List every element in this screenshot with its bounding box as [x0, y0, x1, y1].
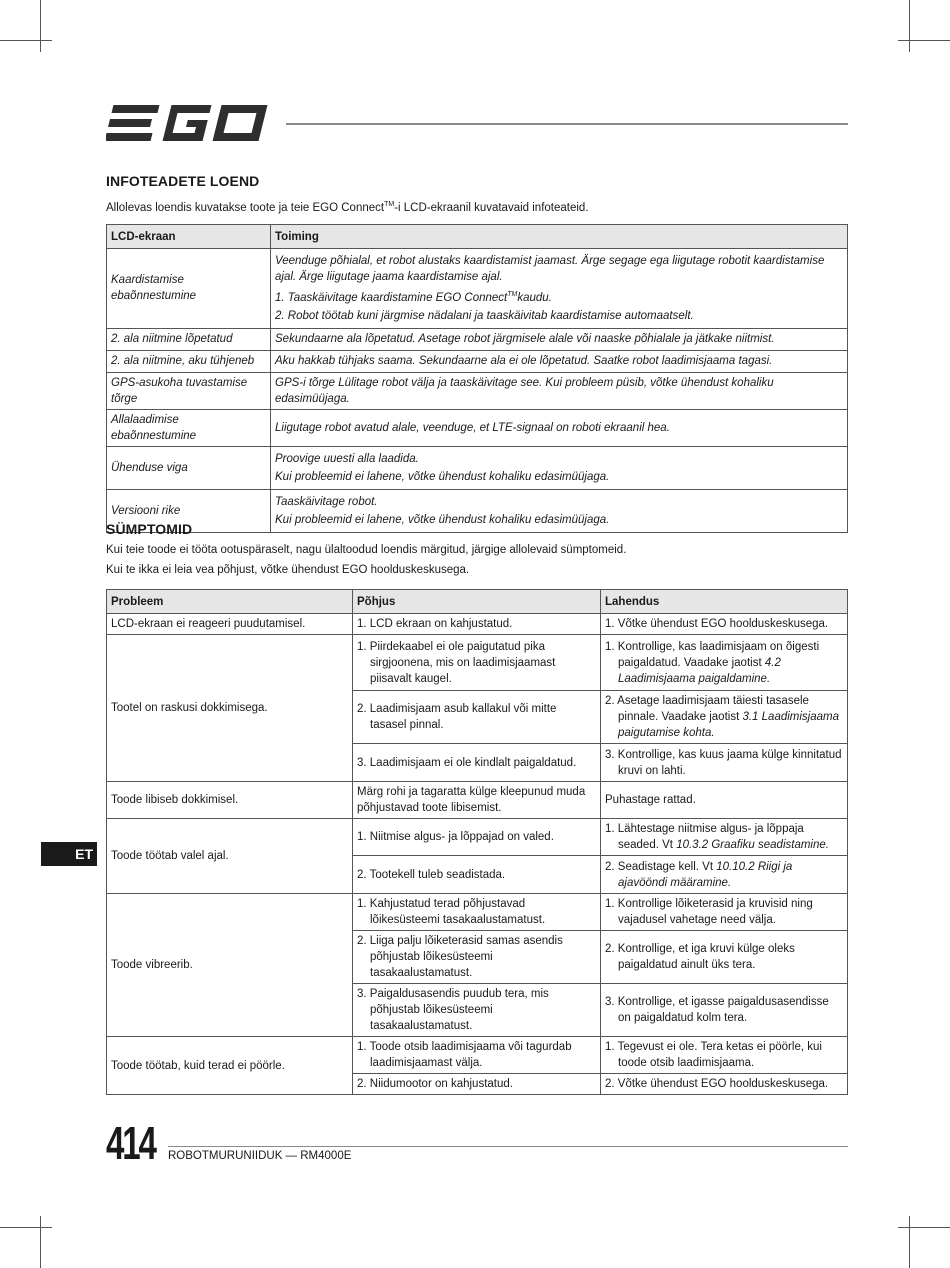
table-row [107, 489, 848, 532]
solution-text [605, 639, 843, 687]
cause-text: 1. Kahjustatud terad põhjustavad lõikesüsteemi tasakaalustamatust. [357, 898, 546, 926]
symptoms-table [106, 589, 848, 1095]
solution-text [605, 821, 843, 853]
crop-mark [898, 1227, 950, 1228]
table-row [107, 446, 848, 489]
solution-cell [601, 894, 848, 931]
section-reference: 10.10.2 Riigi ja ajavööndi määramine. [618, 860, 793, 889]
table-row [107, 372, 848, 409]
table-row [107, 1037, 848, 1074]
solution-text: 2. Võtke ühendust EGO hoolduskeskusega. [605, 1078, 829, 1090]
trademark: TM [507, 291, 518, 298]
action-text: 1. Taaskäivitage kaardistamine EGO Connect [275, 291, 508, 304]
header-rule [286, 123, 848, 125]
cause-text: 2. Tootekell tuleb seadistada. [357, 868, 506, 881]
solution-text-part: 1. Kontrollige, kas laadimisjaam on õigesti paigaldatud. Vaadake jaotist [605, 640, 820, 669]
table-header-row [107, 225, 848, 249]
action-cell [271, 489, 848, 532]
section-heading-symptoms: SÜMPTOMID [106, 521, 193, 537]
crop-mark [40, 1216, 41, 1268]
crop-mark [909, 0, 910, 52]
solution-text-part: 1. Lähtestage niitmise algus- ja lõppaja seaded. Vt [605, 823, 804, 851]
solution-cell [601, 984, 848, 1037]
cause-text: 2. Laadimisjaam asub kallakul või mitte tasasel pinnal. [357, 703, 557, 731]
lcd-message: GPS-asukoha tuvastamise tõrge [107, 372, 271, 409]
crop-mark [40, 0, 41, 52]
language-tab: ET [41, 842, 97, 866]
page-number: 414 [106, 1117, 155, 1169]
solution-text: 1. Kontrollige lõiketerasid ja kruvisid ning vajadusel vahetage need välja. [605, 898, 813, 926]
cause-text: 3. Paigaldusasendis puudub tera, mis põhjustab lõikesüsteemi tasakaalustamatust. [357, 988, 549, 1032]
lcd-message: Versiooni rike [107, 489, 271, 532]
column-header: Põhjus [353, 590, 601, 614]
table-row [107, 350, 848, 372]
lcd-message: Ühenduse viga [107, 446, 271, 489]
solution-cell [601, 614, 848, 635]
lcd-message: 2. ala niitmine, aku tühjeneb [107, 350, 271, 372]
lcd-message: 2. ala niitmine lõpetatud [107, 328, 271, 350]
crop-mark [898, 40, 950, 41]
cause-cell [353, 1074, 601, 1095]
solution-text-part: 2. Asetage laadimisjaam täiesti tasasele pinnale. Vaadake jaotist [605, 695, 809, 723]
column-header: Lahendus [601, 590, 848, 614]
problem-cell: Tootel on raskusi dokkimisega. [107, 635, 353, 782]
footer-rule [168, 1146, 848, 1147]
table-row [107, 328, 848, 350]
lcd-message: Kaardistamise ebaõnnestumine [107, 249, 271, 329]
solution-cell [601, 744, 848, 782]
solution-cell [601, 856, 848, 894]
action-cell: Aku hakkab tühjaks saama. Sekundaarne ala ei ole lõpetatud. Saatke robot laadimisjaama tagasi. [271, 350, 848, 372]
action-cell: GPS-i tõrge Lülitage robot välja ja taaskäivitage see. Kui probleem püsib, võtke ühendust kohaliku edasimüüjaga. [271, 372, 848, 409]
table-row [107, 249, 848, 329]
symptoms-intro-2: Kui te ikka ei leia vea põhjust, võtke ühendust EGO hoolduskeskusega. [106, 564, 470, 576]
cause-cell [353, 984, 601, 1037]
cause-text: 2. Niidumootor on kahjustatud. [357, 1078, 513, 1090]
solution-text [605, 693, 843, 741]
crop-mark [909, 1216, 910, 1268]
problem-cell: LCD-ekraan ei reageeri puudutamisel. [107, 614, 353, 635]
table-row [107, 409, 848, 446]
cause-cell [353, 1037, 601, 1074]
cause-cell: Märg rohi ja tagaratta külge kleepunud muda põhjustavad toote libisemist. [353, 782, 601, 819]
action-cell [271, 249, 848, 329]
solution-cell [601, 635, 848, 691]
problem-cell: Toode vibreerib. [107, 894, 353, 1037]
problem-cell: Toode libiseb dokkimisel. [107, 782, 353, 819]
column-header: Toiming [271, 225, 848, 249]
cause-text: 3. Laadimisjaam ei ole kindlalt paigaldatud. [357, 756, 577, 769]
action-cell: Liigutage robot avatud alale, veenduge, et LTE-signaal on roboti ekraanil hea. [271, 409, 848, 446]
cause-cell [353, 931, 601, 984]
cause-text: 1. Toode otsib laadimisjaama või tagurdab laadimisjaamast välja. [357, 1041, 572, 1069]
cause-text: 1. LCD ekraan on kahjustatud. [357, 618, 513, 630]
table-row [107, 614, 848, 635]
solution-cell: Puhastage rattad. [601, 782, 848, 819]
section-reference: 10.3.2 Graafiku seadistamine. [676, 839, 829, 851]
solution-text: 3. Kontrollige, kas kuus jaama külge kinnitatud kruvi on lahti. [605, 748, 842, 777]
table-row [107, 819, 848, 856]
solution-cell [601, 1074, 848, 1095]
action-line: Kui probleemid ei lahene, võtke ühendust kohaliku edasimüüjaga. [275, 470, 610, 483]
action-cell [271, 446, 848, 489]
action-cell: Sekundaarne ala lõpetatud. Asetage robot järgmisele alale või naaske põhialale ja jätkake niitmist. [271, 328, 848, 350]
crop-mark [0, 40, 52, 41]
intro-text: Allolevas loendis kuvatakse toote ja teie EGO Connect [106, 201, 385, 214]
lcd-message: Allalaadimise ebaõnnestumine [107, 409, 271, 446]
cause-cell [353, 819, 601, 856]
solution-text-part: 2. Seadistage kell. Vt [605, 860, 714, 873]
cause-cell [353, 614, 601, 635]
cause-cell [353, 856, 601, 894]
solution-text: 2. Kontrollige, et iga kruvi külge oleks paigaldatud ainult üks tera. [605, 943, 795, 971]
action-text: kaudu. [517, 291, 552, 304]
ego-logo [106, 103, 276, 143]
action-line: 2. Robot töötab kuni järgmise nädalani ja taaskäivitab kaardistamise automaatselt. [275, 309, 694, 322]
table-header-row [107, 590, 848, 614]
table-row [107, 894, 848, 931]
problem-cell: Toode töötab, kuid terad ei pöörle. [107, 1037, 353, 1095]
cause-text: 1. Piirdekaabel ei ole paigutatud pika sirgjoonena, mis on laadimisjaamast piisavalt kaugel. [357, 640, 556, 685]
info-intro [106, 195, 589, 218]
footer-doc-title: ROBOTMURUNIIDUK — RM4000E [168, 1150, 352, 1162]
action-line: Taaskäivitage robot. [275, 495, 378, 508]
symptoms-intro-1: Kui teie toode ei tööta ootuspäraselt, nagu ülaltoodud loendis märgitud, järgige allolevaid sümptomeid. [106, 544, 627, 556]
action-line [275, 287, 843, 306]
solution-cell [601, 691, 848, 744]
section-heading-info: INFOTEADETE LOEND [106, 173, 260, 189]
solution-cell [601, 931, 848, 984]
solution-cell [601, 819, 848, 856]
section-reference: 3.1 Laadimisjaama paigutamise kohta. [618, 711, 839, 739]
section-reference: 4.2 Laadimisjaama paigaldamine. [618, 656, 781, 685]
cause-text: 1. Niitmise algus- ja lõppajad on valed. [357, 831, 554, 843]
cause-cell [353, 894, 601, 931]
solution-cell [601, 1037, 848, 1074]
column-header: Probleem [107, 590, 353, 614]
cause-text: 2. Liiga palju lõiketerasid samas asendis põhjustab lõikesüsteemi tasakaalustamatust. [357, 935, 563, 979]
solution-text: 3. Kontrollige, et igasse paigaldusasendisse on paigaldatud kolm tera. [605, 996, 829, 1024]
solution-text: 1. Tegevust ei ole. Tera ketas ei pöörle, kui toode otsib laadimisjaama. [605, 1041, 822, 1069]
solution-text [605, 859, 843, 891]
crop-mark [0, 1227, 52, 1228]
action-line: Proovige uuesti alla laadida. [275, 452, 419, 465]
table-row [107, 782, 848, 819]
cause-cell [353, 635, 601, 691]
cause-cell [353, 691, 601, 744]
info-messages-table [106, 224, 848, 533]
problem-cell: Toode töötab valel ajal. [107, 819, 353, 894]
intro-text: -i LCD-ekraanil kuvatavaid infoteateid. [394, 201, 589, 214]
action-line: Veenduge põhialal, et robot alustaks kaardistamist jaamast. Ärge segage ega liigutage robotit kaardistamise ajal. Ärge liigutage jaama kaardistamise ajal. [275, 255, 825, 283]
trademark: TM [384, 201, 395, 208]
table-row [107, 635, 848, 691]
solution-text: 1. Võtke ühendust EGO hoolduskeskusega. [605, 618, 829, 630]
action-line: Kui probleemid ei lahene, võtke ühendust kohaliku edasimüüjaga. [275, 513, 610, 526]
column-header: LCD-ekraan [107, 225, 271, 249]
cause-cell [353, 744, 601, 782]
